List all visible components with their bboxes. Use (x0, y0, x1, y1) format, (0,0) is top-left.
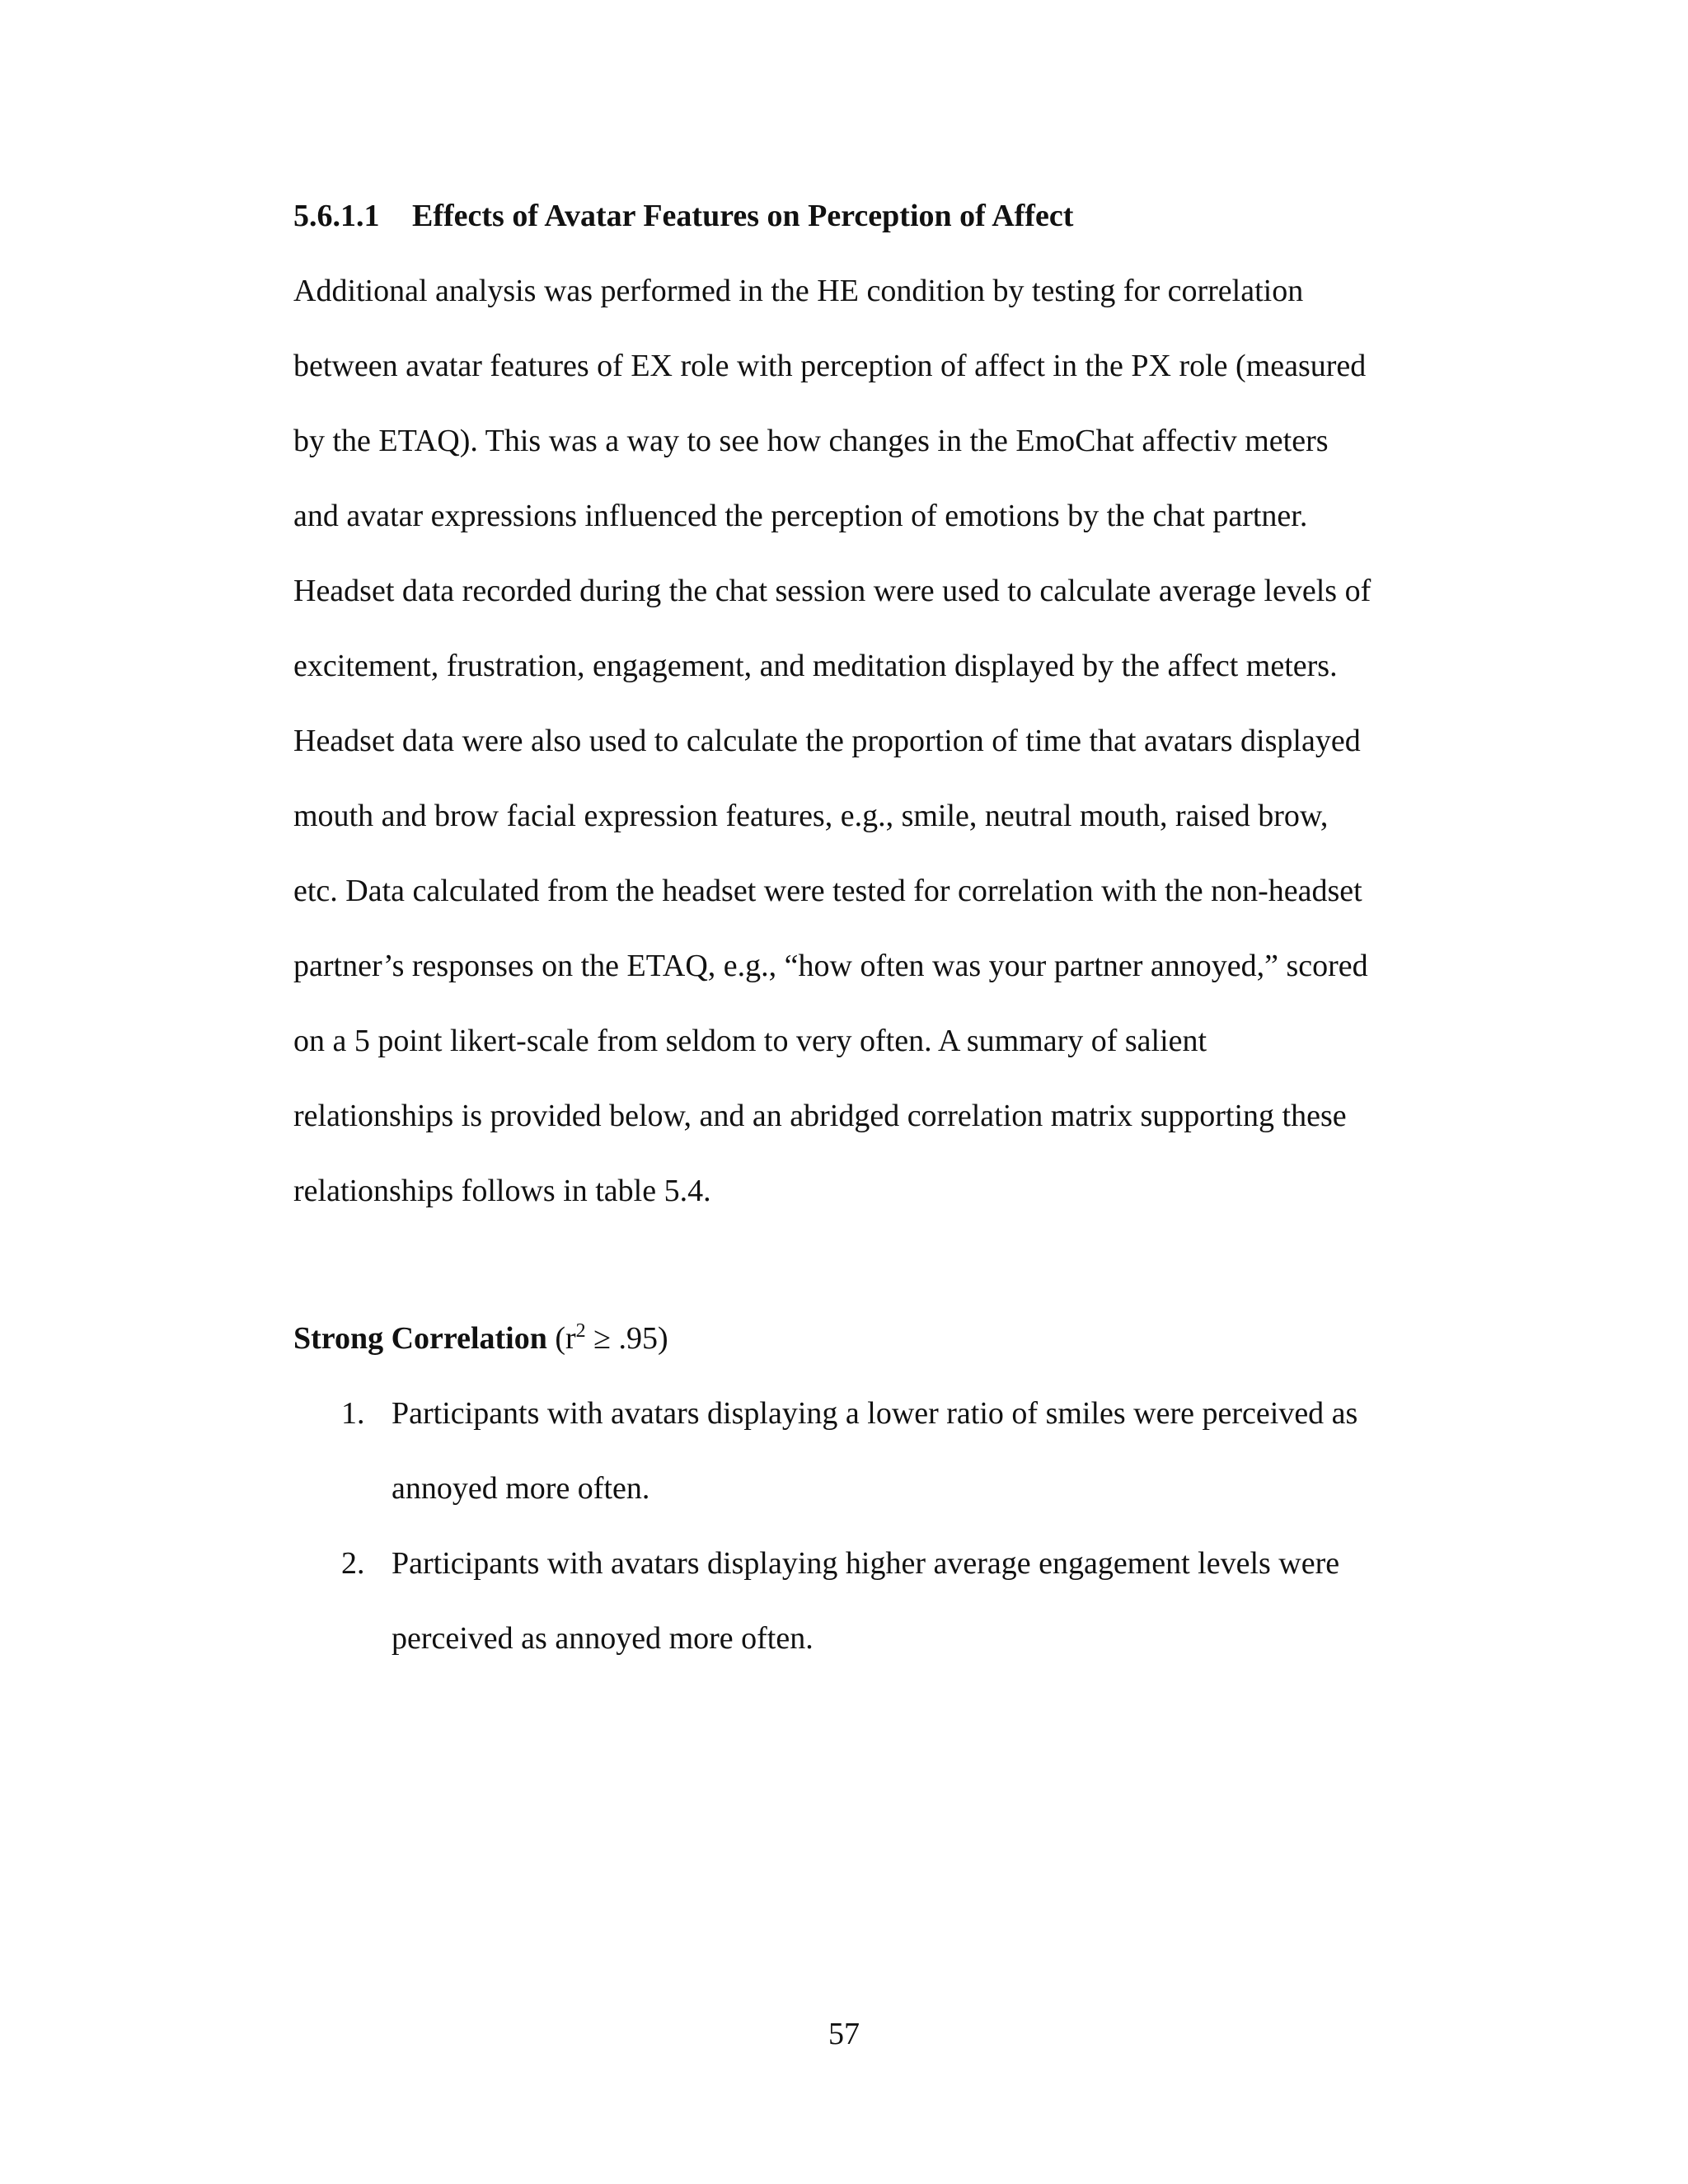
subheading-label: Strong Correlation (293, 1321, 547, 1356)
paragraph-line: Headset data were also used to calculate the proportion of time that avatars displayed (293, 724, 1361, 758)
section-number: 5.6.1.1 (293, 199, 380, 233)
paragraph-line: by the ETAQ). This was a way to see how changes in the EmoChat affectiv meters (293, 424, 1329, 458)
list-item-line: Participants with avatars displaying a lower ratio of smiles were perceived as (392, 1396, 1358, 1431)
subheading-threshold: ≥ .95) (585, 1321, 668, 1356)
paragraph-line: partner’s responses on the ETAQ, e.g., “how often was your partner annoyed,” scored (293, 949, 1368, 983)
paragraph-line: Additional analysis was performed in the HE condition by testing for correlation (293, 274, 1304, 308)
list-item-line: perceived as annoyed more often. (392, 1621, 814, 1656)
strong-correlation-heading (293, 1317, 668, 1360)
list-item-line: annoyed more often. (392, 1471, 650, 1506)
paragraph-line: Headset data recorded during the chat session were used to calculate average levels of (293, 574, 1372, 608)
paragraph-line: excitement, frustration, engagement, and meditation displayed by the affect meters. (293, 649, 1338, 683)
subheading-superscript: 2 (575, 1320, 586, 1342)
paragraph-line: between avatar features of EX role with perception of affect in the PX role (measured (293, 349, 1367, 383)
paragraph-line: relationships is provided below, and an abridged correlation matrix supporting these (293, 1099, 1347, 1133)
paragraph-line: mouth and brow facial expression features, e.g., smile, neutral mouth, raised brow, (293, 799, 1329, 833)
paragraph-line: etc. Data calculated from the headset were tested for correlation with the non-headset (293, 874, 1362, 908)
subheading-open: (r (546, 1321, 576, 1356)
list-item-line: Participants with avatars displaying higher average engagement levels were (392, 1546, 1340, 1581)
list-item-marker: 2. (341, 1546, 365, 1581)
section-heading (293, 194, 1073, 237)
paragraph-line: relationships follows in table 5.4. (293, 1174, 711, 1208)
section-title: Effects of Avatar Features on Perception of Affect (412, 199, 1074, 233)
paragraph-line: on a 5 point likert-scale from seldom to very often. A summary of salient (293, 1024, 1207, 1058)
list-item-marker: 1. (341, 1396, 365, 1431)
paragraph-line: and avatar expressions influenced the perception of emotions by the chat partner. (293, 499, 1308, 533)
page-number: 57 (828, 2017, 860, 2051)
